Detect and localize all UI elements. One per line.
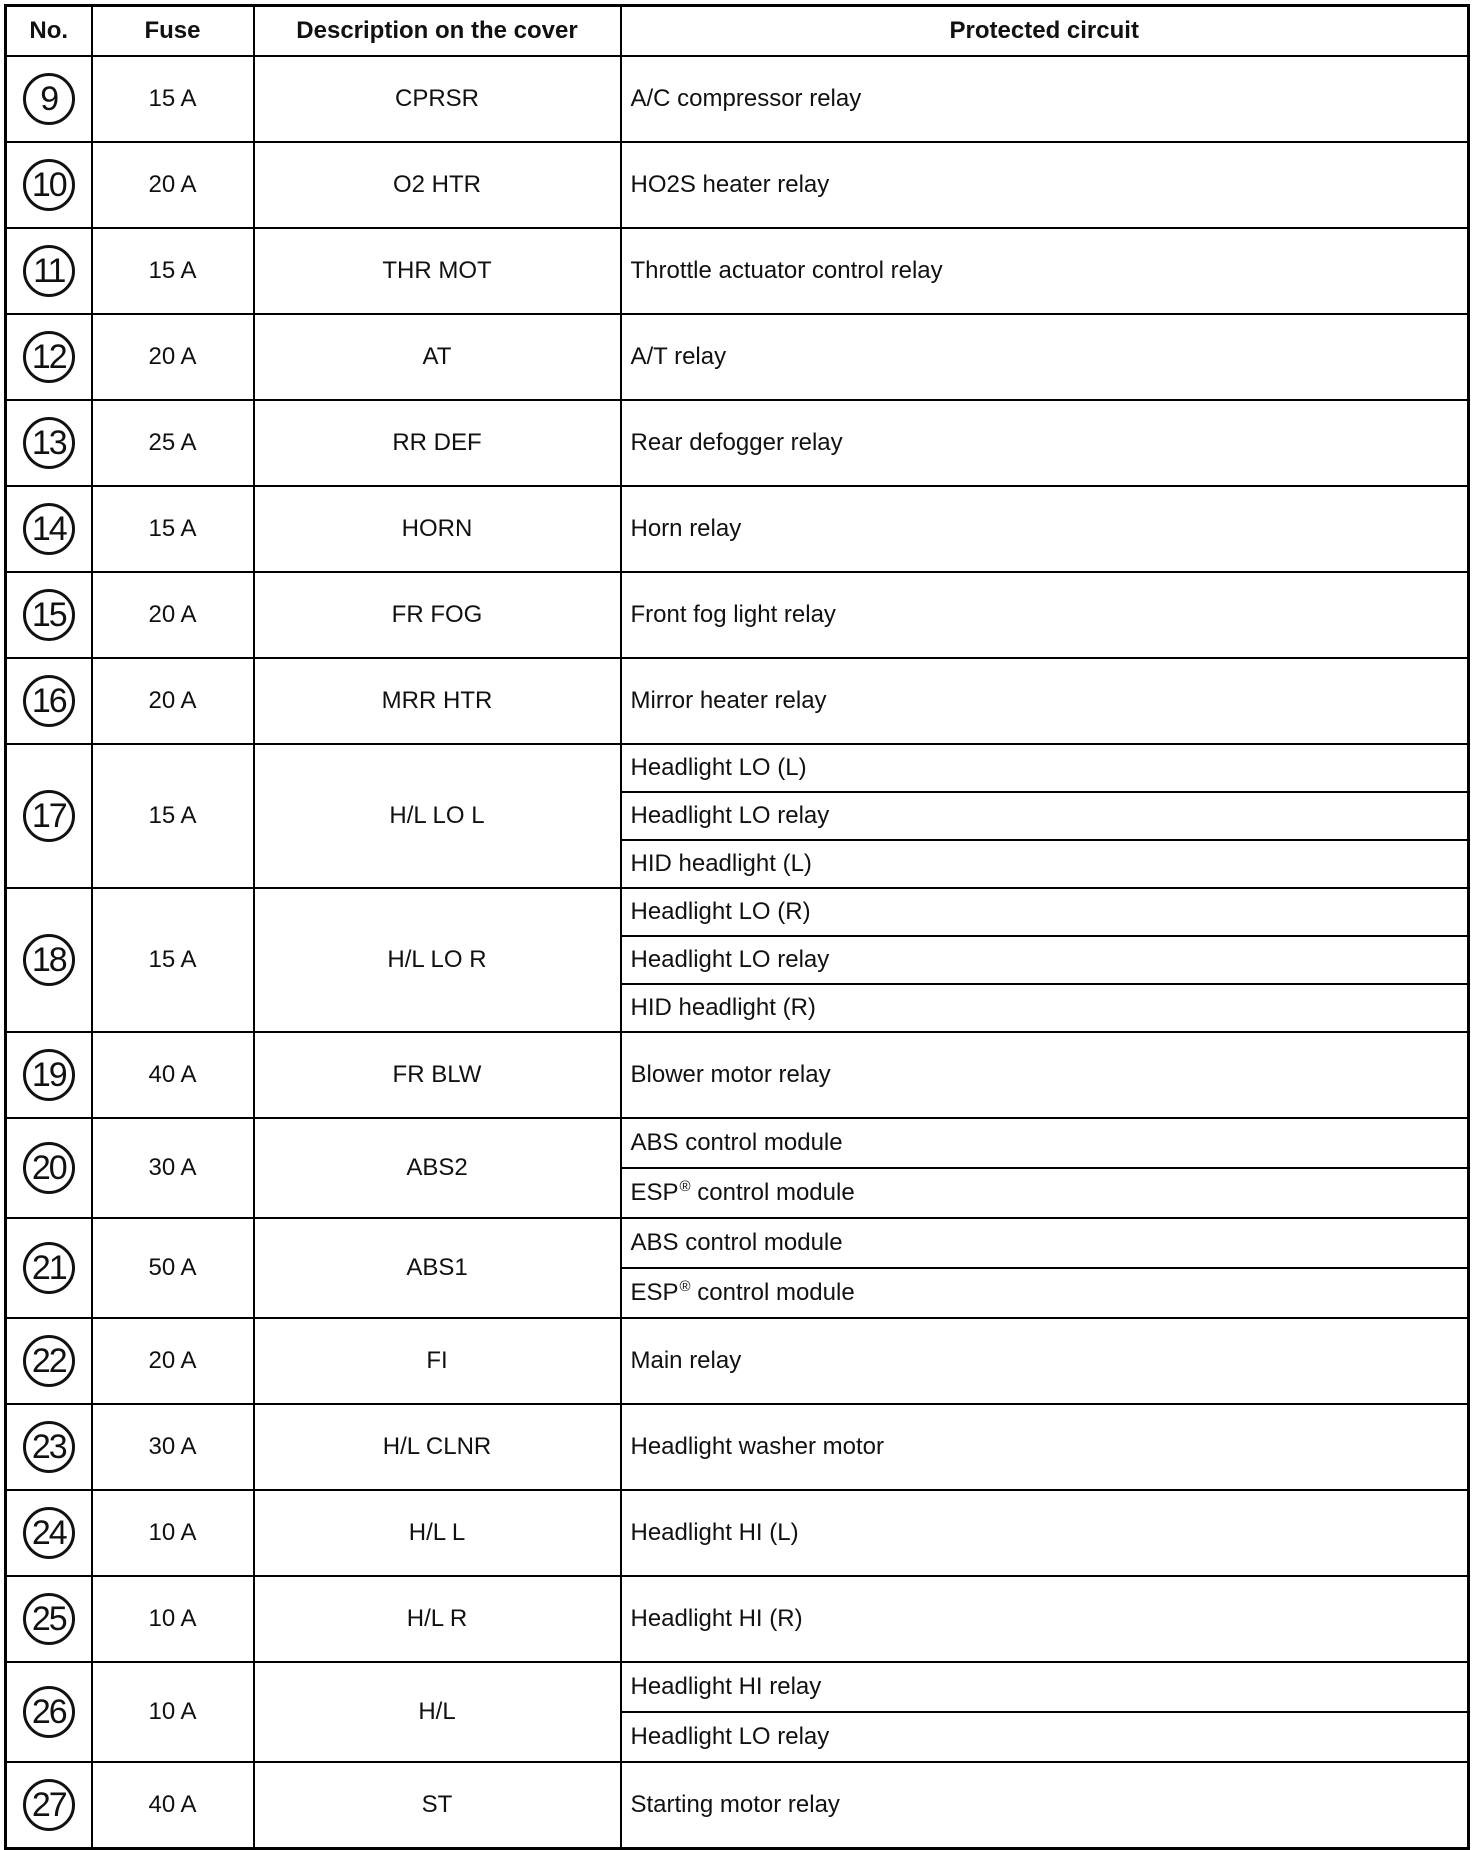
fuse-rating-cell: 40 A [92,1762,254,1849]
fuse-table-container [4,4,1470,1850]
cover-description-cell: RR DEF [254,400,621,486]
protected-circuit-cell: ABS control module [621,1118,1469,1168]
circled-number-badge: 22 [23,1335,75,1387]
table-row [6,1762,1469,1849]
table-row [6,228,1469,314]
table-row [6,744,1469,792]
fuse-number-cell [6,1404,92,1490]
protected-circuit-cell: Main relay [621,1318,1469,1404]
table-row [6,1576,1469,1662]
protected-circuit-cell: Headlight HI relay [621,1662,1469,1712]
cover-description-cell: ST [254,1762,621,1849]
fuse-rating-cell: 20 A [92,142,254,228]
cover-description-cell: FI [254,1318,621,1404]
fuse-number-cell [6,1662,92,1762]
circled-number-badge: 23 [23,1421,75,1473]
protected-circuit-cell: ESP® control module [621,1268,1469,1318]
fuse-rating-cell: 10 A [92,1490,254,1576]
protected-circuit-cell: ABS control module [621,1218,1469,1268]
protected-circuit-cell: Headlight LO relay [621,792,1469,840]
cover-description-cell: HORN [254,486,621,572]
fuse-rating-cell: 20 A [92,572,254,658]
protected-circuit-cell: HID headlight (R) [621,984,1469,1032]
protected-circuit-cell: HID headlight (L) [621,840,1469,888]
circled-number-badge: 11 [23,245,75,297]
cover-description-cell: FR BLW [254,1032,621,1118]
fuse-rating-cell: 15 A [92,56,254,142]
cover-description-cell: H/L R [254,1576,621,1662]
cover-description-cell: H/L L [254,1490,621,1576]
circled-number-badge: 16 [23,675,75,727]
fuse-number-cell [6,1490,92,1576]
protected-circuit-cell: Front fog light relay [621,572,1469,658]
table-row [6,56,1469,142]
protected-circuit-cell: HO2S heater relay [621,142,1469,228]
table-row [6,658,1469,744]
fuse-rating-cell: 10 A [92,1662,254,1762]
cover-description-cell: CPRSR [254,56,621,142]
cover-description-cell: THR MOT [254,228,621,314]
protected-circuit-cell: A/C compressor relay [621,56,1469,142]
fuse-table-body [6,56,1469,1849]
fuse-rating-cell: 30 A [92,1404,254,1490]
cover-description-cell: H/L LO L [254,744,621,888]
fuse-rating-cell: 15 A [92,888,254,1032]
table-row [6,1218,1469,1268]
protected-circuit-cell: Headlight LO relay [621,1712,1469,1762]
circled-number-badge: 21 [23,1242,75,1294]
fuse-number-cell [6,56,92,142]
table-row [6,572,1469,658]
circled-number-badge: 24 [23,1507,75,1559]
table-row [6,1404,1469,1490]
protected-circuit-cell: Throttle actuator control relay [621,228,1469,314]
header-fuse: Fuse [92,6,254,57]
fuse-number-cell [6,314,92,400]
protected-circuit-cell: Headlight LO relay [621,936,1469,984]
fuse-rating-cell: 20 A [92,314,254,400]
fuse-rating-cell: 20 A [92,1318,254,1404]
fuse-number-cell [6,1318,92,1404]
cover-description-cell: H/L [254,1662,621,1762]
fuse-rating-cell: 15 A [92,228,254,314]
fuse-rating-cell: 15 A [92,486,254,572]
table-row [6,314,1469,400]
protected-circuit-cell: Rear defogger relay [621,400,1469,486]
circled-number-badge: 17 [23,790,75,842]
protected-circuit-cell: Headlight washer motor [621,1404,1469,1490]
circled-number-badge: 12 [23,331,75,383]
fuse-number-cell [6,1218,92,1318]
protected-circuit-cell: ESP® control module [621,1168,1469,1218]
table-row [6,1490,1469,1576]
fuse-rating-cell: 15 A [92,744,254,888]
cover-description-cell: FR FOG [254,572,621,658]
fuse-number-cell [6,142,92,228]
cover-description-cell: H/L LO R [254,888,621,1032]
fuse-number-cell [6,228,92,314]
table-row [6,1662,1469,1712]
header-no: No. [6,6,92,57]
table-row [6,1318,1469,1404]
fuse-number-cell [6,744,92,888]
table-row [6,486,1469,572]
registered-trademark-mark: ® [679,1278,691,1295]
header-description: Description on the cover [254,6,621,57]
protected-circuit-cell: Mirror heater relay [621,658,1469,744]
registered-trademark-mark: ® [679,1178,691,1195]
cover-description-cell: MRR HTR [254,658,621,744]
fuse-number-cell [6,888,92,1032]
fuse-number-cell [6,1762,92,1849]
fuse-rating-cell: 10 A [92,1576,254,1662]
circled-number-badge: 26 [23,1686,75,1738]
table-row [6,888,1469,936]
header-protected-circuit: Protected circuit [621,6,1469,57]
protected-circuit-cell: Headlight HI (R) [621,1576,1469,1662]
fuse-rating-cell: 25 A [92,400,254,486]
fuse-number-cell [6,1576,92,1662]
header-row [6,6,1469,57]
circled-number-badge: 15 [23,589,75,641]
protected-circuit-cell: Starting motor relay [621,1762,1469,1849]
circled-number-badge: 13 [23,417,75,469]
circled-number-badge: 20 [23,1142,75,1194]
table-row [6,1118,1469,1168]
circled-number-badge: 25 [23,1593,75,1645]
fuse-rating-cell: 30 A [92,1118,254,1218]
protected-circuit-cell: Blower motor relay [621,1032,1469,1118]
table-row [6,400,1469,486]
fuse-rating-cell: 20 A [92,658,254,744]
protected-circuit-cell: Horn relay [621,486,1469,572]
fuse-number-cell [6,486,92,572]
circled-number-badge: 19 [23,1049,75,1101]
fuse-number-cell [6,658,92,744]
table-row [6,142,1469,228]
cover-description-cell: O2 HTR [254,142,621,228]
protected-circuit-cell: Headlight HI (L) [621,1490,1469,1576]
fuse-number-cell [6,572,92,658]
cover-description-cell: AT [254,314,621,400]
circled-number-badge: 18 [23,934,75,986]
circled-number-badge: 27 [23,1779,75,1831]
cover-description-cell: H/L CLNR [254,1404,621,1490]
cover-description-cell: ABS2 [254,1118,621,1218]
circled-number-badge: 14 [23,503,75,555]
table-row [6,1032,1469,1118]
fuse-number-cell [6,1032,92,1118]
protected-circuit-cell: Headlight LO (R) [621,888,1469,936]
circled-number-badge: 9 [23,73,75,125]
fuse-number-cell [6,400,92,486]
cover-description-cell: ABS1 [254,1218,621,1318]
fuse-rating-cell: 40 A [92,1032,254,1118]
protected-circuit-cell: A/T relay [621,314,1469,400]
fuse-rating-cell: 50 A [92,1218,254,1318]
fuse-table [4,4,1470,1850]
protected-circuit-cell: Headlight LO (L) [621,744,1469,792]
fuse-number-cell [6,1118,92,1218]
circled-number-badge: 10 [23,159,75,211]
